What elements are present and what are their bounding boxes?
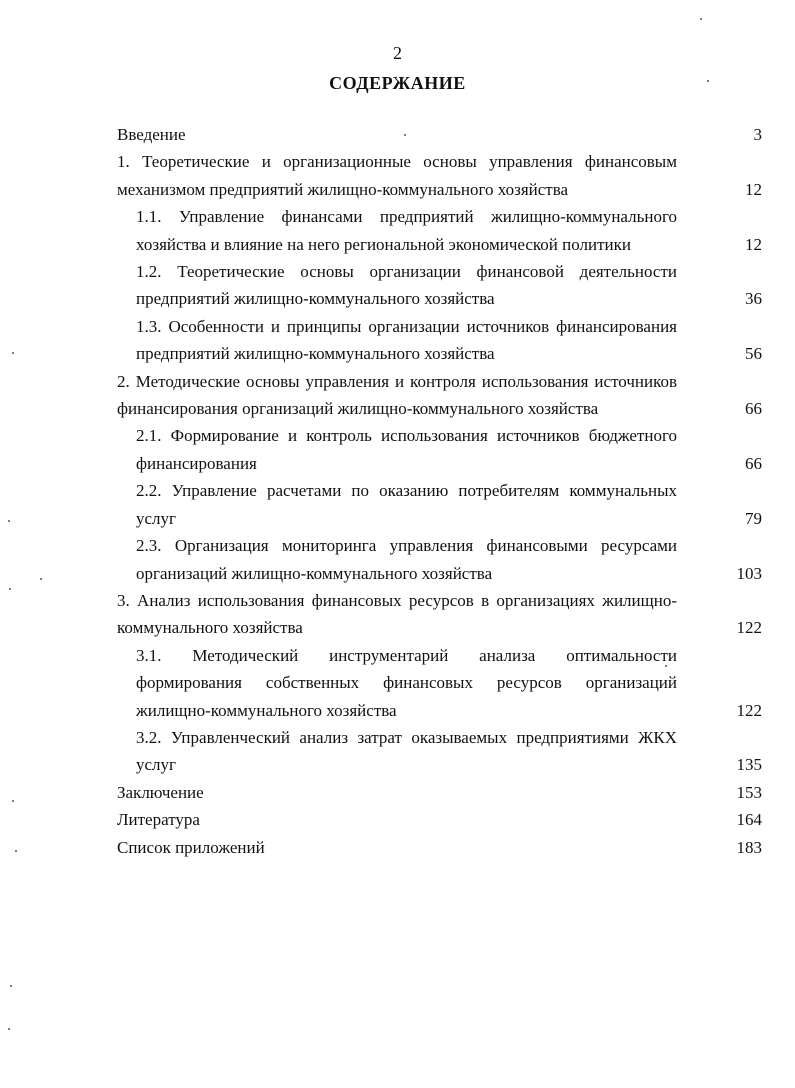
page-number: 2 (393, 43, 402, 63)
scan-speck (665, 665, 667, 667)
toc-entry-text: 1.2. Теоретические основы организации финансовой деятельности предприятий жилищно-коммунального хозяйства (136, 262, 677, 309)
toc-entry-chapter-1 (0, 148, 795, 203)
toc-entry-page: 164 (736, 810, 762, 830)
toc-entry-page: 79 (745, 508, 762, 528)
toc-entry-page: 3 (753, 125, 762, 144)
toc-entry-text: 2.3. Организация мониторинга управления финансовыми ресурсами организаций жилищно-коммунального хозяйства (136, 536, 677, 583)
scan-speck (9, 588, 11, 590)
toc-entry-text: Список приложений (117, 837, 265, 857)
toc-entry-conclusion (0, 779, 795, 806)
scan-speck (12, 800, 14, 802)
toc-entry-chapter-3 (0, 587, 795, 642)
toc-entry-section-1-1 (0, 203, 795, 258)
toc-entry-text: 1.1. Управление финансами предприятий жилищно-коммунального хозяйства и влияние на него региональной экономической политики (136, 207, 677, 254)
toc-entry-text: 2.2. Управление расчетами по оказанию потребителям коммунальных услуг (136, 481, 677, 528)
toc-entry-chapter-2 (0, 368, 795, 423)
scan-speck (15, 850, 17, 852)
toc-entry-appendices (0, 834, 795, 861)
toc-entry-text: Литература (117, 810, 200, 830)
toc-entry-page: 183 (736, 837, 762, 857)
toc-entry-page: 12 (745, 234, 762, 254)
toc-entry-page: 122 (736, 700, 762, 720)
toc-entry-page: 56 (745, 344, 762, 364)
toc-entry-section-2-2 (0, 477, 795, 532)
toc-entry-section-2-1 (0, 422, 795, 477)
toc-entry-text: 2.1. Формирование и контроль использования источников бюджетного финансирования (136, 426, 677, 473)
toc-entry-literature (0, 806, 795, 833)
toc-entry-page: 66 (745, 399, 762, 419)
toc-entry-section-3-2 (0, 724, 795, 779)
toc-entry-page: 36 (745, 289, 762, 309)
scan-speck (707, 80, 709, 82)
page-title: СОДЕРЖАНИЕ (329, 73, 466, 93)
scan-speck (700, 18, 702, 20)
toc-entry-page: 12 (745, 179, 762, 199)
scan-speck (12, 352, 14, 354)
toc-entry-page: 103 (736, 563, 762, 583)
table-of-contents (0, 121, 795, 861)
toc-entry-section-2-3 (0, 532, 795, 587)
toc-entry-text: 1. Теоретические и организационные основы управления финансовым механизмом предприятий жилищно-коммунального хозяйства (117, 152, 677, 199)
toc-entry-text: Введение (117, 125, 186, 144)
toc-entry-text: 3.2. Управленческий анализ затрат оказываемых предприятиями ЖКХ услуг (136, 727, 677, 775)
toc-entry-section-1-3 (0, 313, 795, 368)
scan-speck (8, 520, 10, 522)
toc-entry-text: 2. Методические основы управления и контроля использования источников финансирования организаций жилищно-коммунального хозяйства (117, 371, 677, 419)
toc-entry-introduction (0, 121, 795, 148)
scan-speck (10, 985, 12, 987)
toc-entry-section-1-2 (0, 258, 795, 313)
scan-speck (404, 134, 406, 136)
toc-entry-text: 3.1. Методический инструментарий анализа оптимальности формирования собственных финансовых ресурсов организаций жилищно-коммунального хозяйства (136, 645, 677, 720)
toc-entry-page: 122 (736, 618, 762, 638)
toc-entry-text: 1.3. Особенности и принципы организации источников финансирования предприятий жилищно-коммунального хозяйства (136, 316, 677, 364)
scan-speck (40, 578, 42, 580)
toc-entry-page: 135 (736, 755, 762, 775)
toc-entry-text: Заключение (117, 782, 204, 802)
toc-entry-section-3-1 (0, 642, 795, 724)
toc-entry-page: 153 (736, 782, 762, 802)
toc-entry-page: 66 (745, 453, 762, 473)
toc-entry-text: 3. Анализ использования финансовых ресурсов в организациях жилищно-коммунального хозяйства (117, 590, 677, 638)
scan-speck (8, 1028, 10, 1030)
